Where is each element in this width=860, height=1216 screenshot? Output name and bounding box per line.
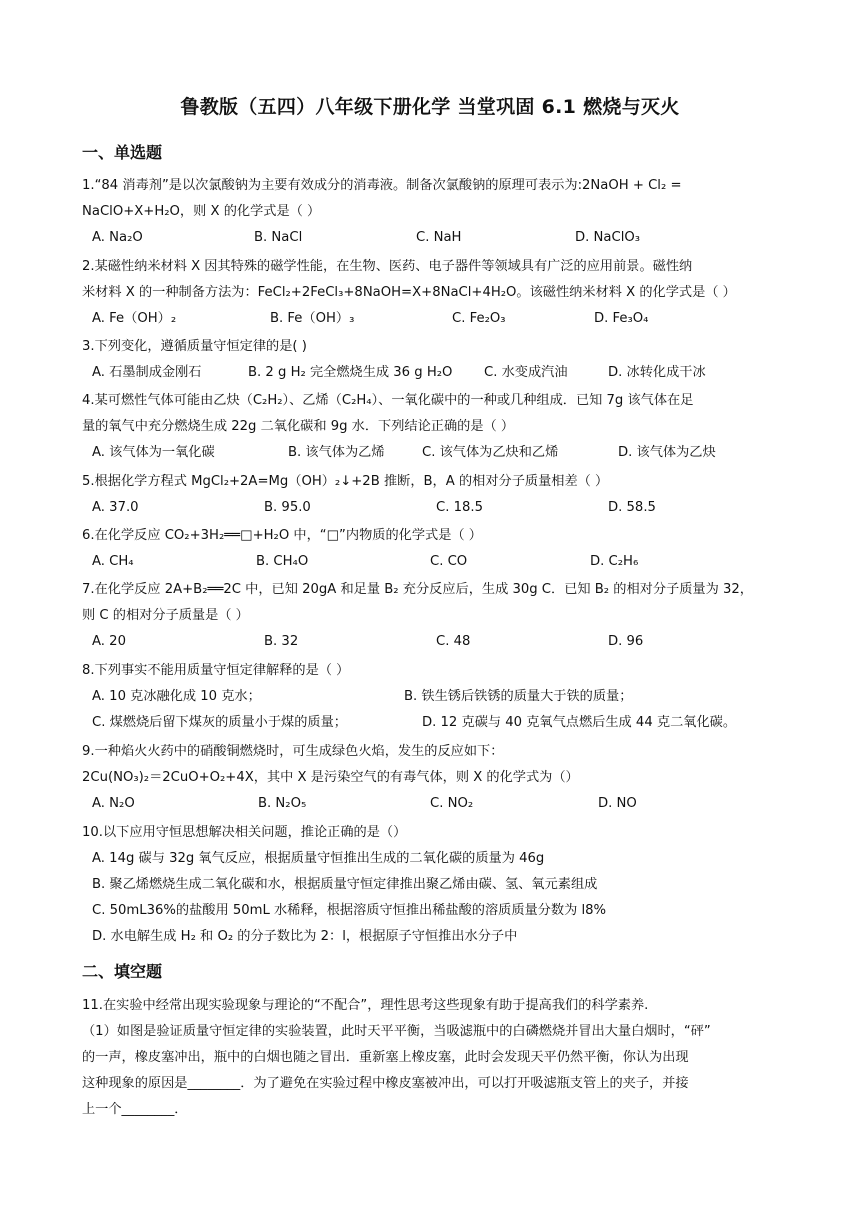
option-c[interactable]: C. 煤燃烧后留下煤灰的质量小于煤的质量； bbox=[92, 715, 347, 730]
question-5 bbox=[82, 469, 782, 521]
option-c[interactable]: C. 该气体为乙炔和乙烯 bbox=[422, 445, 559, 460]
option-c[interactable]: C. Fe₂O₃ bbox=[452, 311, 506, 326]
question-11 bbox=[82, 993, 782, 1123]
question-stem: NaClO+X+H₂O，则 X 的化学式是（ ） bbox=[82, 204, 321, 219]
section-heading-fill-in: 二、填空题 bbox=[82, 962, 163, 981]
option-c[interactable]: C. 18.5 bbox=[436, 500, 483, 515]
question-stem: 2.某磁性纳米材料 X 因其特殊的磁学性能，在生物、医药、电子器件等领域具有广泛的应用前景。磁性纳 bbox=[82, 259, 693, 274]
question-4 bbox=[82, 388, 782, 466]
question-stem-blank[interactable]: 上一个________． bbox=[82, 1102, 188, 1117]
option-c[interactable]: C. NaH bbox=[416, 230, 462, 245]
options-column bbox=[82, 846, 782, 950]
page-title: 鲁教版（五四）八年级下册化学 当堂巩固 6.1 燃烧与灭火 bbox=[180, 96, 680, 118]
question-stem-blank[interactable]: 这种现象的原因是________．为了避免在实验过程中橡皮塞被冲出，可以打开吸滤瓶支管上的夹子，并接 bbox=[82, 1076, 689, 1091]
option-b[interactable]: B. 95.0 bbox=[264, 500, 311, 515]
option-a[interactable]: A. Fe（OH）₂ bbox=[92, 311, 177, 326]
option-a[interactable]: A. 37.0 bbox=[92, 500, 139, 515]
question-8 bbox=[82, 658, 782, 736]
option-b[interactable]: B. N₂O₅ bbox=[258, 796, 307, 811]
option-a[interactable]: A. Na₂O bbox=[92, 230, 143, 245]
option-a[interactable]: A. 14g 碳与 32g 氧气反应，根据质量守恒推出生成的二氧化碳的质量为 46g bbox=[92, 851, 545, 866]
question-stem: 量的氧气中充分燃烧生成 22g 二氧化碳和 9g 水．下列结论正确的是（ ） bbox=[82, 419, 515, 434]
option-a[interactable]: A. 10 克冰融化成 10 克水； bbox=[92, 689, 261, 704]
options-row bbox=[82, 495, 782, 521]
option-a[interactable]: A. 20 bbox=[92, 634, 126, 649]
option-a[interactable]: A. 石墨制成金刚石 bbox=[92, 365, 202, 380]
options-row bbox=[82, 440, 782, 466]
question-2 bbox=[82, 254, 782, 332]
option-b[interactable]: B. 铁生锈后铁锈的质量大于铁的质量； bbox=[404, 689, 633, 704]
option-b[interactable]: B. 32 bbox=[264, 634, 299, 649]
option-d[interactable]: D. C₂H₆ bbox=[590, 554, 639, 569]
option-a[interactable]: A. N₂O bbox=[92, 796, 135, 811]
option-d[interactable]: D. Fe₃O₄ bbox=[594, 311, 649, 326]
question-stem: 8.下列事实不能用质量守恒定律解释的是（ ） bbox=[82, 663, 350, 678]
option-a[interactable]: A. 该气体为一氧化碳 bbox=[92, 445, 215, 460]
question-1 bbox=[82, 173, 782, 251]
option-d[interactable]: D. NO bbox=[598, 796, 637, 811]
options-row bbox=[82, 684, 782, 710]
option-d[interactable]: D. 该气体为乙炔 bbox=[618, 445, 716, 460]
options-row bbox=[82, 549, 782, 575]
question-stem: 5.根据化学方程式 MgCl₂+2A=Mg（OH）₂↓+2B 推断，B，A 的相对分子质量相差（ ） bbox=[82, 474, 609, 489]
option-b[interactable]: B. 该气体为乙烯 bbox=[288, 445, 385, 460]
question-stem: 9.一种焰火火药中的硝酸铜燃烧时，可生成绿色火焰，发生的反应如下： bbox=[82, 744, 504, 759]
section-heading-single-choice: 一、单选题 bbox=[82, 143, 163, 162]
options-row bbox=[82, 225, 782, 251]
question-6 bbox=[82, 523, 782, 575]
option-c[interactable]: C. 50mL36%的盐酸用 50mL 水稀释，根据溶质守恒推出稀盐酸的溶质质量分数为 l8% bbox=[92, 903, 607, 918]
option-d[interactable]: D. 58.5 bbox=[608, 500, 656, 515]
question-stem: 的一声，橡皮塞冲出，瓶中的白烟也随之冒出．重新塞上橡皮塞，此时会发现天平仍然平衡，你认为出现 bbox=[82, 1050, 689, 1065]
option-d[interactable]: D. 水电解生成 H₂ 和 O₂ 的分子数比为 2：l，根据原子守恒推出水分子中 bbox=[92, 929, 518, 944]
question-stem: 米材料 X 的一种制备方法为：FeCl₂+2FeCl₃+8NaOH=X+8NaCl+4H₂O。该磁性纳米材料 X 的化学式是（ ） bbox=[82, 285, 736, 300]
question-7 bbox=[82, 577, 782, 655]
question-3 bbox=[82, 334, 782, 386]
option-b[interactable]: B. 2 g H₂ 完全燃烧生成 36 g H₂O bbox=[248, 365, 453, 380]
question-stem: 4.某可燃性气体可能由乙炔（C₂H₂）、乙烯（C₂H₄）、一氧化碳中的一种或几种组成．已知 7g 该气体在足 bbox=[82, 393, 694, 408]
option-c[interactable]: C. 水变成汽油 bbox=[484, 365, 568, 380]
question-stem: 11.在实验中经常出现实验现象与理论的“不配合”，理性思考这些现象有助于提高我们的科学素养. bbox=[82, 998, 649, 1013]
option-c[interactable]: C. CO bbox=[430, 554, 468, 569]
question-stem: 6.在化学反应 CO₂+3H₂══□+H₂O 中，“□”内物质的化学式是（ ） bbox=[82, 528, 482, 543]
question-stem: （1）如图是验证质量守恒定律的实验装置，此时天平平衡，当吸滤瓶中的白磷燃烧并冒出大量白烟时，“砰” bbox=[82, 1024, 711, 1039]
option-d[interactable]: D. 冰转化成干冰 bbox=[608, 365, 706, 380]
option-b[interactable]: B. CH₄O bbox=[256, 554, 309, 569]
option-b[interactable]: B. 聚乙烯燃烧生成二氧化碳和水，根据质量守恒定律推出聚乙烯由碳、氢、氧元素组成 bbox=[92, 877, 598, 892]
question-9 bbox=[82, 739, 782, 817]
options-row bbox=[82, 710, 782, 736]
options-row bbox=[82, 306, 782, 332]
question-stem: 2Cu(NO₃)₂＝2CuO+O₂+4X，其中 X 是污染空气的有毒气体，则 X 的化学式为（） bbox=[82, 770, 579, 785]
option-c[interactable]: C. 48 bbox=[436, 634, 471, 649]
question-stem: 10.以下应用守恒思想解决相关问题，推论正确的是（） bbox=[82, 825, 407, 840]
options-row bbox=[82, 360, 782, 386]
option-a[interactable]: A. CH₄ bbox=[92, 554, 134, 569]
option-d[interactable]: D. NaClO₃ bbox=[575, 230, 641, 245]
question-stem: 1.“84 消毒剂”是以次氯酸钠为主要有效成分的消毒液。制备次氯酸钠的原理可表示为:2NaOH + Cl₂ = bbox=[82, 178, 682, 193]
options-row bbox=[82, 629, 782, 655]
options-row bbox=[82, 791, 782, 817]
option-b[interactable]: B. NaCl bbox=[254, 230, 303, 245]
question-10 bbox=[82, 820, 782, 950]
question-stem: 3.下列变化，遵循质量守恒定律的是( ) bbox=[82, 339, 307, 354]
question-stem: 7.在化学反应 2A+B₂══2C 中，已知 20gA 和足量 B₂ 充分反应后，生成 30g C．已知 B₂ 的相对分子质量为 32， bbox=[82, 582, 753, 597]
option-d[interactable]: D. 12 克碳与 40 克氧气点燃后生成 44 克二氧化碳。 bbox=[422, 715, 737, 730]
option-c[interactable]: C. NO₂ bbox=[430, 796, 474, 811]
question-stem: 则 C 的相对分子质量是（ ） bbox=[82, 608, 249, 623]
option-d[interactable]: D. 96 bbox=[608, 634, 644, 649]
option-b[interactable]: B. Fe（OH）₃ bbox=[270, 311, 355, 326]
